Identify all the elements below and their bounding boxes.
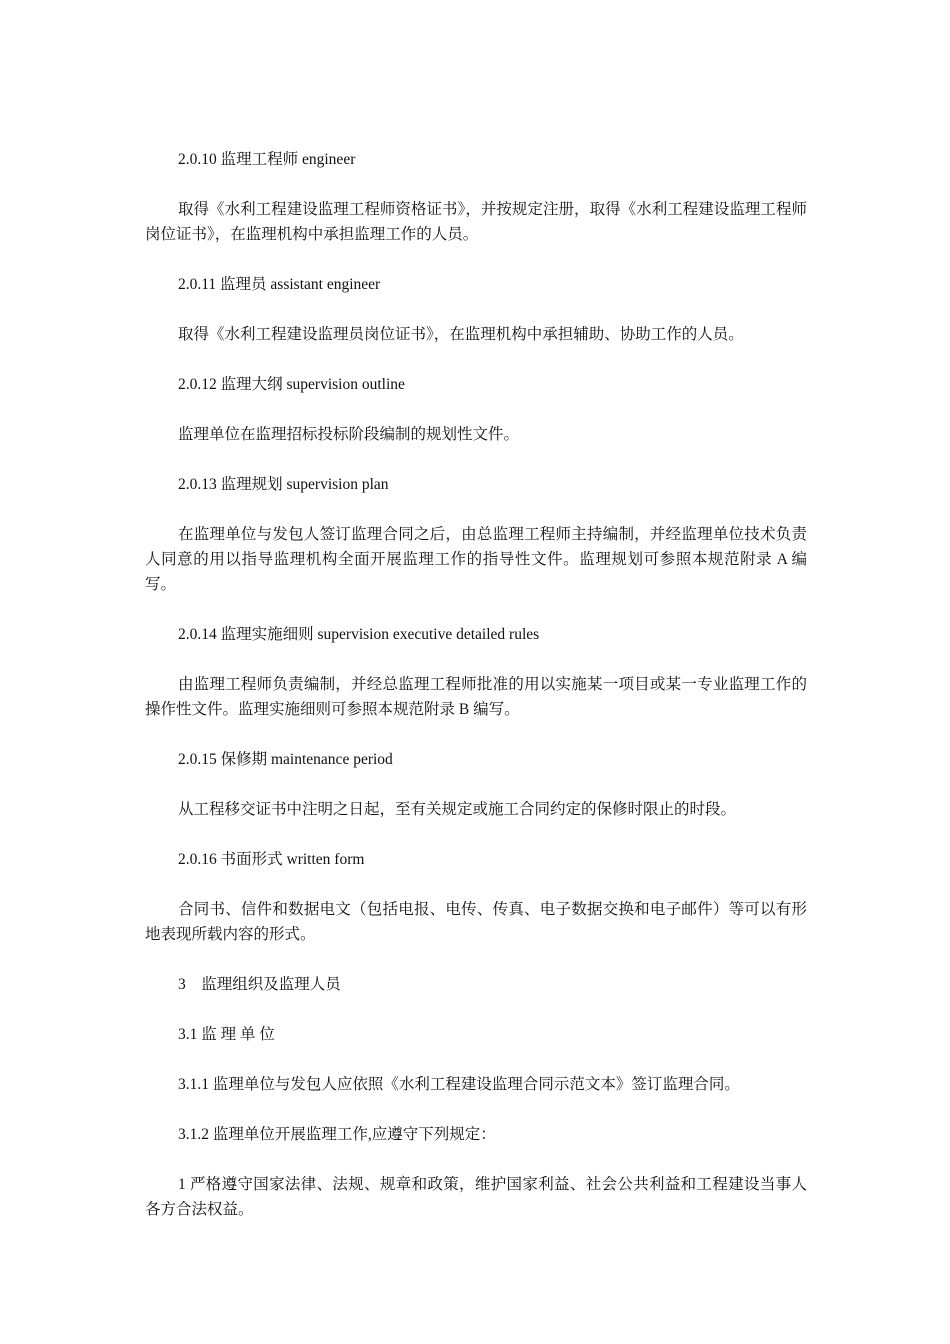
chapter-heading-3: 3 监理组织及监理人员: [178, 976, 341, 993]
clause-text-2-0-12: 监理单位在监理招标投标阶段编制的规划性文件。: [178, 426, 520, 443]
clause-heading-2-0-14: 2.0.14 监理实施细则 supervision executive detailed rules: [178, 626, 540, 643]
clause-heading-2-0-11: 2.0.11 监理员 assistant engineer: [178, 276, 381, 293]
clause-text-3-1-1: 3.1.1 监理单位与发包人应依照《水利工程建设监理合同示范文本》签订监理合同。: [178, 1076, 740, 1093]
document-page: [145, 147, 807, 1247]
clause-text-2-0-16: 合同书、信件和数据电文（包括电报、电传、传真、电子数据交换和电子邮件）等可以有形地表现所载内容的形式。: [145, 901, 807, 943]
clause-text-2-0-11: 取得《水利工程建设监理员岗位证书》，在监理机构中承担辅助、协助工作的人员。: [178, 326, 744, 343]
clause-heading-2-0-10: 2.0.10 监理工程师 engineer: [178, 151, 356, 168]
clause-text-2-0-10: 取得《水利工程建设监理工程师资格证书》，并按规定注册，取得《水利工程建设监理工程师岗位证书》，在监理机构中承担监理工作的人员。: [145, 201, 807, 243]
clause-text-2-0-15: 从工程移交证书中注明之日起，至有关规定或施工合同约定的保修时限止的时段。: [178, 801, 737, 818]
section-heading-3-1: 3.1 监 理 单 位: [178, 1026, 275, 1043]
clause-heading-2-0-13: 2.0.13 监理规划 supervision plan: [178, 476, 389, 493]
clause-text-2-0-13: 在监理单位与发包人签订监理合同之后，由总监理工程师主持编制，并经监理单位技术负责人同意的用以指导监理机构全面开展监理工作的指导性文件。监理规划可参照本规范附录 A 编写。: [145, 526, 807, 593]
clause-text-2-0-14: 由监理工程师负责编制，并经总监理工程师批准的用以实施某一项目或某一专业监理工作的操作性文件。监理实施细则可参照本规范附录 B 编写。: [145, 676, 807, 718]
clause-heading-2-0-16: 2.0.16 书面形式 written form: [178, 851, 365, 868]
clause-text-3-1-2: 3.1.2 监理单位开展监理工作,应遵守下列规定：: [178, 1126, 496, 1143]
list-item-1: 1 严格遵守国家法律、法规、规章和政策，维护国家利益、社会公共利益和工程建设当事人各方合法权益。: [145, 1176, 807, 1218]
clause-heading-2-0-12: 2.0.12 监理大纲 supervision outline: [178, 376, 405, 393]
clause-heading-2-0-15: 2.0.15 保修期 maintenance period: [178, 751, 393, 768]
